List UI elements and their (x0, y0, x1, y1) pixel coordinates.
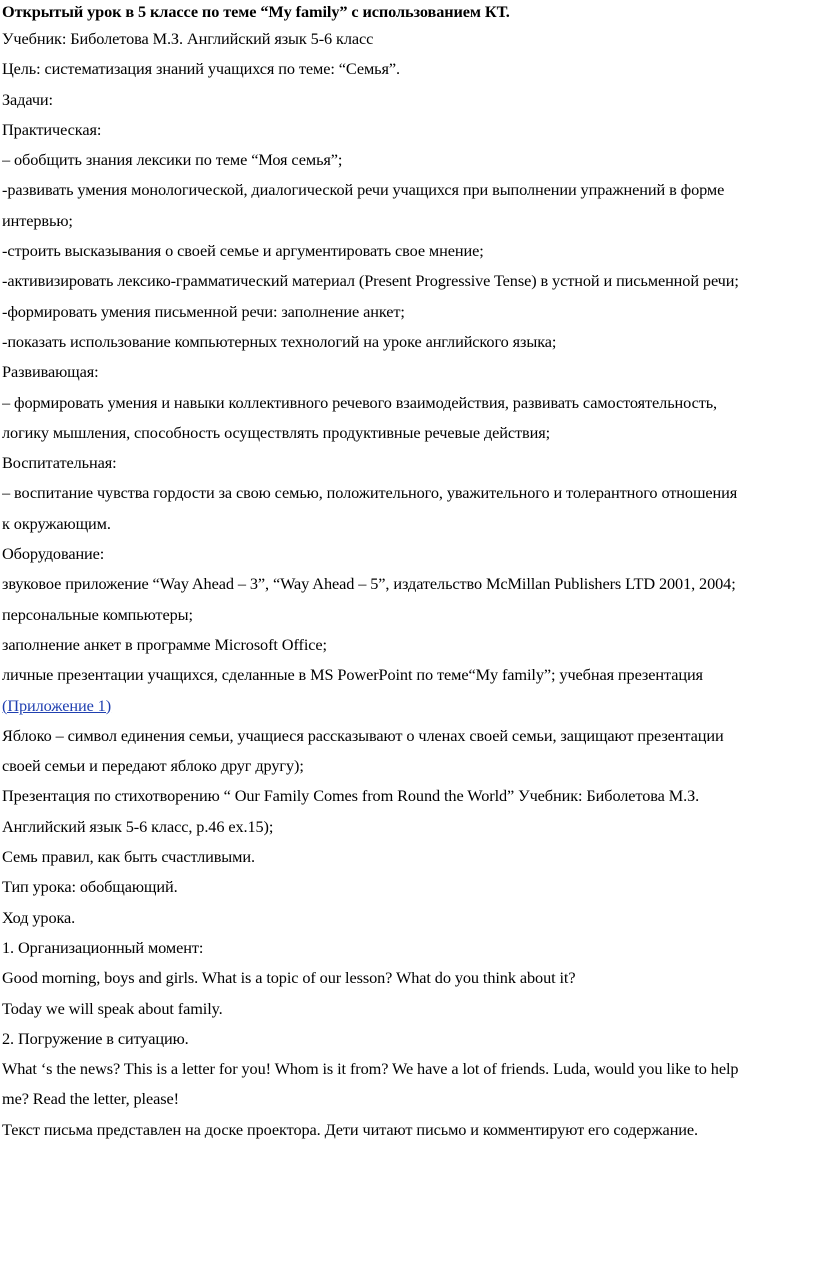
educational-heading: Воспитательная: (2, 453, 117, 473)
practical-heading: Практическая: (2, 119, 102, 139)
paragraph-line: Today we will speak about family. (2, 998, 223, 1018)
paragraph-line: – воспитание чувства гордости за свою семью, положительного, уважительного и толерантного отношения (2, 483, 738, 503)
paragraph-line: -показать использование компьютерных технологий на уроке английского языка; (2, 331, 557, 351)
paragraph-line: интервью; (2, 210, 73, 230)
paragraph-line: логику мышления, способность осуществлять продуктивные речевые действия; (2, 422, 551, 442)
paragraph-line: заполнение анкет в программе Microsoft Office; (2, 634, 327, 654)
paragraph-line: -развивать умения монологической, диалогической речи учащихся при выполнении упражнений в форме (2, 180, 725, 200)
goal-line: Цель: систематизация знаний учащихся по теме: “Семья”. (2, 59, 400, 79)
paragraph-line: Английский язык 5-6 класс, р.46 ex.15); (2, 816, 274, 836)
paragraph-line: Good morning, boys and girls. What is a topic of our lesson? What do you think about it? (2, 968, 576, 988)
section-heading: 1. Организационный момент: (2, 937, 204, 957)
paragraph-line: – обобщить знания лексики по теме “Моя семья”; (2, 150, 343, 170)
tasks-heading: Задачи: (2, 89, 53, 109)
appendix-line (2, 691, 812, 721)
lesson-type-line: Тип урока: обобщающий. (2, 877, 178, 897)
equipment-heading: Оборудование: (2, 544, 105, 564)
paragraph-line: Яблоко – символ единения семьи, учащиеся рассказывают о членах своей семьи, защищают презентации (2, 725, 724, 745)
paragraph-line: персональные компьютеры; (2, 604, 193, 624)
section-heading: 2. Погружение в ситуацию. (2, 1028, 189, 1048)
paragraph-line: Текст письма представлен на доске проектора. Дети читают письмо и комментируют его содержание. (2, 1119, 699, 1139)
paragraph-line: звуковое приложение “Way Ahead – 3”, “Way Ahead – 5”, издательство McMillan Publishers LTD 2001, 2004; (2, 574, 736, 594)
paragraph-line: me? Read the letter, please! (2, 1089, 179, 1109)
document-title: Открытый урок в 5 классе по теме “My family” с использованием КТ. (2, 2, 510, 21)
paragraph-line: – формировать умения и навыки коллективного речевого взаимодействия, развивать самостоятельность, (2, 392, 718, 412)
textbook-line: Учебник: Биболетова М.З. Английский язык 5-6 класс (2, 29, 374, 48)
lesson-progress-heading: Ход урока. (2, 907, 76, 927)
paragraph-line: Семь правил, как быть счастливыми. (2, 847, 255, 867)
paragraph-line: -формировать умения письменной речи: заполнение анкет; (2, 301, 405, 321)
paragraph-line: -строить высказывания о своей семье и аргументировать свое мнение; (2, 241, 484, 261)
paragraph-line: Презентация по стихотворению “ Our Family Comes from Round the World” Учебник: Биболетова М.З. (2, 786, 700, 806)
paragraph-line: личные презентации учащихся, сделанные в MS PowerPoint по теме“My family”; учебная презентация (2, 665, 703, 685)
appendix-link[interactable]: (Приложение 1) (2, 695, 112, 715)
paragraph-line: своей семьи и передают яблоко друг другу); (2, 756, 304, 776)
developing-heading: Развивающая: (2, 362, 99, 382)
paragraph-line: What ‘s the news? This is a letter for you! Whom is it from? We have a lot of friends. Luda, would you like to help (2, 1059, 739, 1079)
paragraph-line: -активизировать лексико-грамматический материал (Present Progressive Tense) в устной и письменной речи; (2, 271, 739, 291)
paragraph-line: к окружающим. (2, 513, 111, 533)
